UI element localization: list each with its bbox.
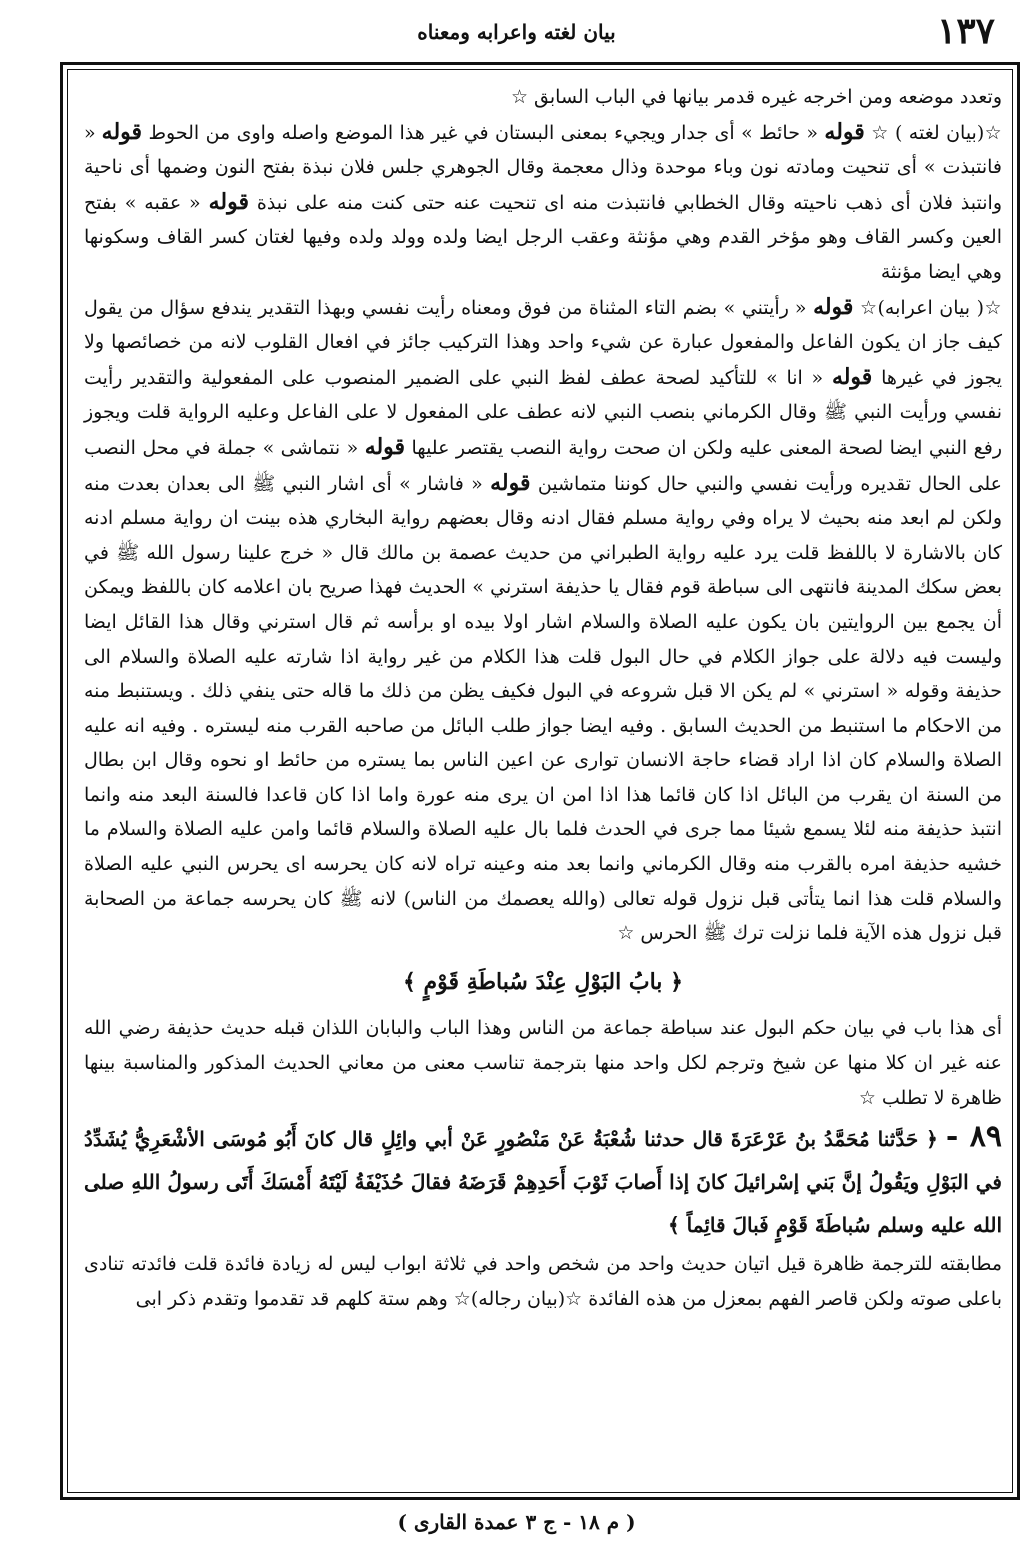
paragraph-4: أى هذا باب في بيان حكم البول عند سباطة جماعة من الناس وهذا الباب والبابان اللذان قبله حديث حذيفة رضي الله عنه غير ان كلا منها عن شيخ وترجم لكل واحد منها بترجمة تناسب معنى من معاني الحديث المذكور والمناسبة بينها ظاهرة لا تطلب ☆ (84, 1017, 1002, 1109)
footer-signature: ( م ١٨ - ج ٣ عمدة القارى ) (397, 1510, 636, 1534)
text-run: « فانتبذت » أى تنحيت ومادته نون وباء موحدة وذال معجمة وقال الجوهري جلس فلان نبذة بفتح النون وضمها أى ناحية وانتبذ فلان أى ذهب ناحيته وقال الخطابي فانتبذت منه اى تنحيت عنه حتى كنت منه على نبذة (84, 121, 1002, 214)
keyword-qawluhu: قوله (364, 433, 406, 460)
chapter-title: ﴿ بابُ البَوْلِ عِنْدَ سُباطَةِ قَوْمٍ ﴾ (403, 968, 683, 995)
text-run: « رأيتني » بضم التاء المثناة من فوق ومعناه رأيت نفسي وبهذا التقدير يندفع سؤال من يقول كيف جاز ان يكون الفاعل والمفعول عبارة عن شيء واحد وهذا التركيب جائز في افعال القلوب لانه من خصائصها ولا يجوز في غيرها (84, 296, 1002, 389)
text-run: « حائط » أى جدار ويجيء بمعنى البستان في غير هذا الموضع واصله واوى من الحوط (148, 121, 818, 144)
section-label: ☆( بيان اعرابه)☆ (859, 296, 1002, 319)
text-run: « انا » للتأكيد لصحة عطف لفظ النبي على الضمير المنصوب على المفعولية والتقدير رأيت نفسي ورأيت النبي ﷺ وقال الكرماني بنصب النبي لانه عطف على المفعول لا على الفاعل وعليه الرواية قلت ويجوز رفع النبي ايضا لصحة المعنى عليه ولكن ان صحت رواية النصب يقتصر عليها (84, 366, 1002, 459)
page-number: ١٣٧ (936, 10, 995, 52)
text-run: « فاشار » أى اشار النبي ﷺ الى بعدان بعدت منه ولكن لم ابعد منه بحيث لا يراه وفي رواية مسلم فقال ادنه وقال بعضهم رواية البخاري هذه بينت ان رواية مسلم ادنه كان بالاشارة لا باللفظ قلت يرد عليه رواية الطبراني من حديث عصمة بن مالك قال « خرج علينا رسول الله ﷺ في بعض سكك المدينة فانتهى الى سباطة قوم فقال يا حذيفة استرني » الحديث فهذا صريح بان اعلامه كان باللفظ ويمكن أن يجمع بين الروايتين بان يكون عليه الصلاة والسلام اشار اولا بيده او برأسه ثم قال استرني وقال هذا القائل ايضا وليست فيه دلالة على جواز الكلام في حال البول قلت هذا الكلام من غير رواية اذا شارته عليه الصلاة والسلام الى حذيفة وقوله « استرني » لم يكن الا قبل شروعه في البول فكيف يظن من ذلك ما قاله حتى ينفي ذلك . ويستنبط منه من الاحكام ما استنبط من الحديث السابق . وفيه ايضا جواز طلب البائل من صاحبه القرب منه ليستره . وفيه انه عليه الصلاة والسلام كان اذا اراد قضاء حاجة الانسان توارى عن اعين الناس بما يستره من حائط او نحوه وقال ابن بطال من السنة ان يقرب من البائل اذا كان قائما هذا اذا امن ان يرى منه عورة واما اذا كان قاعدا فالسنة البعد منه وانما انتبذ حذيفة منه لئلا يسمع شيئا مما جرى في الحدث فلما بال عليه الصلاة والسلام قائما وامن عليه الصلاة والسلام ما خشيه حذيفة امره بالقرب منه وقال الكرماني وانما بعد منه وعينه تراه لانه كان يحرسه اى يحرس النبي عليه الصلاة والسلام قلت هذا انما يتأتى قبل نزول قوله تعالى (والله يعصمك من الناس) لانه ﷺ كان يحرسه جماعة من الصحابة قبل نزول هذه الآية فلما نزلت ترك ﷺ الحرس ☆ (84, 472, 1002, 945)
text-run: « نتماشى » جملة في محل النصب على الحال تقديره ورأيت نفسي والنبي حال كوننا متماشين (84, 436, 1003, 495)
keyword-qawluhu: قوله (490, 469, 531, 496)
text-run: « عقبه » بفتح العين وكسر القاف وهو مؤخر القدم وهي مؤنثة وعقب الرجل ايضا ولده وولد ولده وفيها لغتان كسر القاف وسكونها وهي ايضا مؤنثة (84, 191, 1002, 283)
running-header: بيان لغته واعرابه ومعناه (417, 20, 616, 44)
section-label: ☆(بيان لغته ) ☆ (871, 121, 1003, 144)
hadith-text (84, 1115, 1002, 1247)
paragraph-5: مطابقته للترجمة ظاهرة قيل اتيان حديث واحد من شخص واحد في ثلاثة ابواب ليس له زيادة فائدة قلت فائدته تنادى باعلى صوته ولكن قاصر الفهم بمعزل من هذه الفائدة ☆(بيان رجاله)☆ وهم ستة كلهم قد تقدموا وتقدم ذكر ابى (84, 1253, 1002, 1310)
keyword-qawluhu: قوله (824, 118, 865, 145)
paragraph-2 (84, 115, 1002, 290)
keyword-qawluhu: قوله (831, 363, 873, 390)
main-text (84, 80, 1002, 1316)
hadith-number: ٨٩ - (945, 1119, 1002, 1155)
hadith-body: ﴿ حَدَّثنا مُحَمَّدُ بنُ عَرْعَرَةَ قال حدثنا شُعْبَةُ عَنْ مَنْصُورٍ عَنْ أبي وائِلٍ قال كانَ أَبُو مُوسَى الأشْعَرِيُّ يُشَدِّدُ في البَوْلِ ويَقُولُ إنَّ بَني إسْرائيلَ كانَ إذا أَصابَ ثَوْبَ أَحَدِهِمْ قَرَضَهُ فقالَ حُذَيْفَةُ لَيْتَهُ أَمْسَكَ أَتَى رسولُ اللهِ صلى الله عليه وسلم سُباطَةَ قَوْمٍ فَبالَ قائِماً ﴾ (84, 1127, 1002, 1238)
paragraph-3 (84, 290, 1002, 951)
keyword-qawluhu: قوله (208, 188, 249, 215)
paragraph-1: وتعدد موضعه ومن اخرجه غيره قدمر بيانها في الباب السابق ☆ (510, 86, 1002, 108)
keyword-qawluhu: قوله (101, 118, 143, 145)
keyword-qawluhu: قوله (813, 293, 854, 320)
